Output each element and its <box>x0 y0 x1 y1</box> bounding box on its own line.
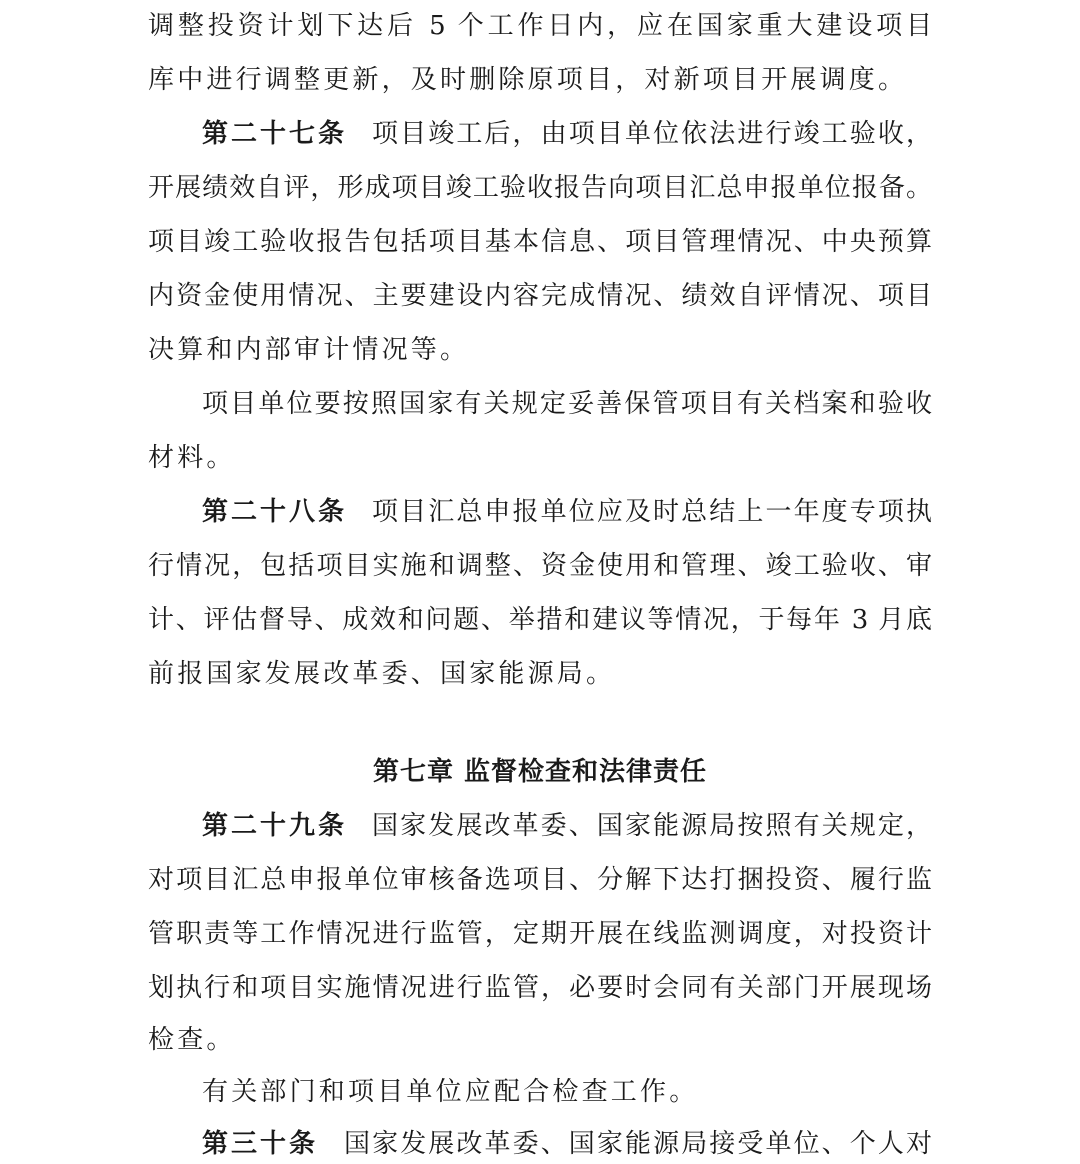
text-line: 决算和内部审计情况等。 <box>148 335 470 365</box>
text-line: 材料。 <box>148 443 236 473</box>
article-heading: 第二十八条 <box>202 497 348 527</box>
text-line: 有关部门和项目单位应配合检查工作。 <box>202 1077 699 1107</box>
text-line: 计、评估督导、成效和问题、举措和建议等情况，于每年 3 月底 <box>148 605 932 635</box>
text-line: 开展绩效自评，形成项目竣工验收报告向项目汇总申报单位报备。 <box>148 173 932 203</box>
article-heading: 第二十七条 <box>202 119 348 149</box>
text-line: 检查。 <box>148 1025 236 1055</box>
text-line: 项目汇总申报单位应及时总结上一年度专项执 <box>372 497 932 527</box>
text-line: 划执行和项目实施情况进行监管，必要时会同有关部门开展现场 <box>148 973 932 1003</box>
text-line: 项目竣工验收报告包括项目基本信息、项目管理情况、中央预算 <box>148 227 932 257</box>
text-line: 内资金使用情况、主要建设内容完成情况、绩效自评情况、项目 <box>148 281 932 311</box>
text-line: 库中进行调整更新，及时删除原项目，对新项目开展调度。 <box>148 65 908 95</box>
text-line: 管职责等工作情况进行监管，定期开展在线监测调度，对投资计 <box>148 919 932 949</box>
article-heading: 第三十条 <box>202 1129 319 1159</box>
text-line: 行情况，包括项目实施和调整、资金使用和管理、竣工验收、审 <box>148 551 932 581</box>
article-heading: 第二十九条 <box>202 811 348 841</box>
chapter-title: 第七章 监督检查和法律责任 <box>372 757 708 787</box>
text-line: 对项目汇总申报单位审核备选项目、分解下达打捆投资、履行监 <box>148 865 932 895</box>
text-line: 国家发展改革委、国家能源局按照有关规定， <box>372 811 932 841</box>
text-line: 项目单位要按照国家有关规定妥善保管项目有关档案和验收 <box>202 389 932 419</box>
text-line: 前报国家发展改革委、国家能源局。 <box>148 659 616 689</box>
text-line: 项目竣工后，由项目单位依法进行竣工验收， <box>372 119 932 149</box>
text-line: 调整投资计划下达后 5 个工作日内，应在国家重大建设项目 <box>148 11 932 41</box>
text-line: 国家发展改革委、国家能源局接受单位、个人对 <box>344 1129 932 1159</box>
